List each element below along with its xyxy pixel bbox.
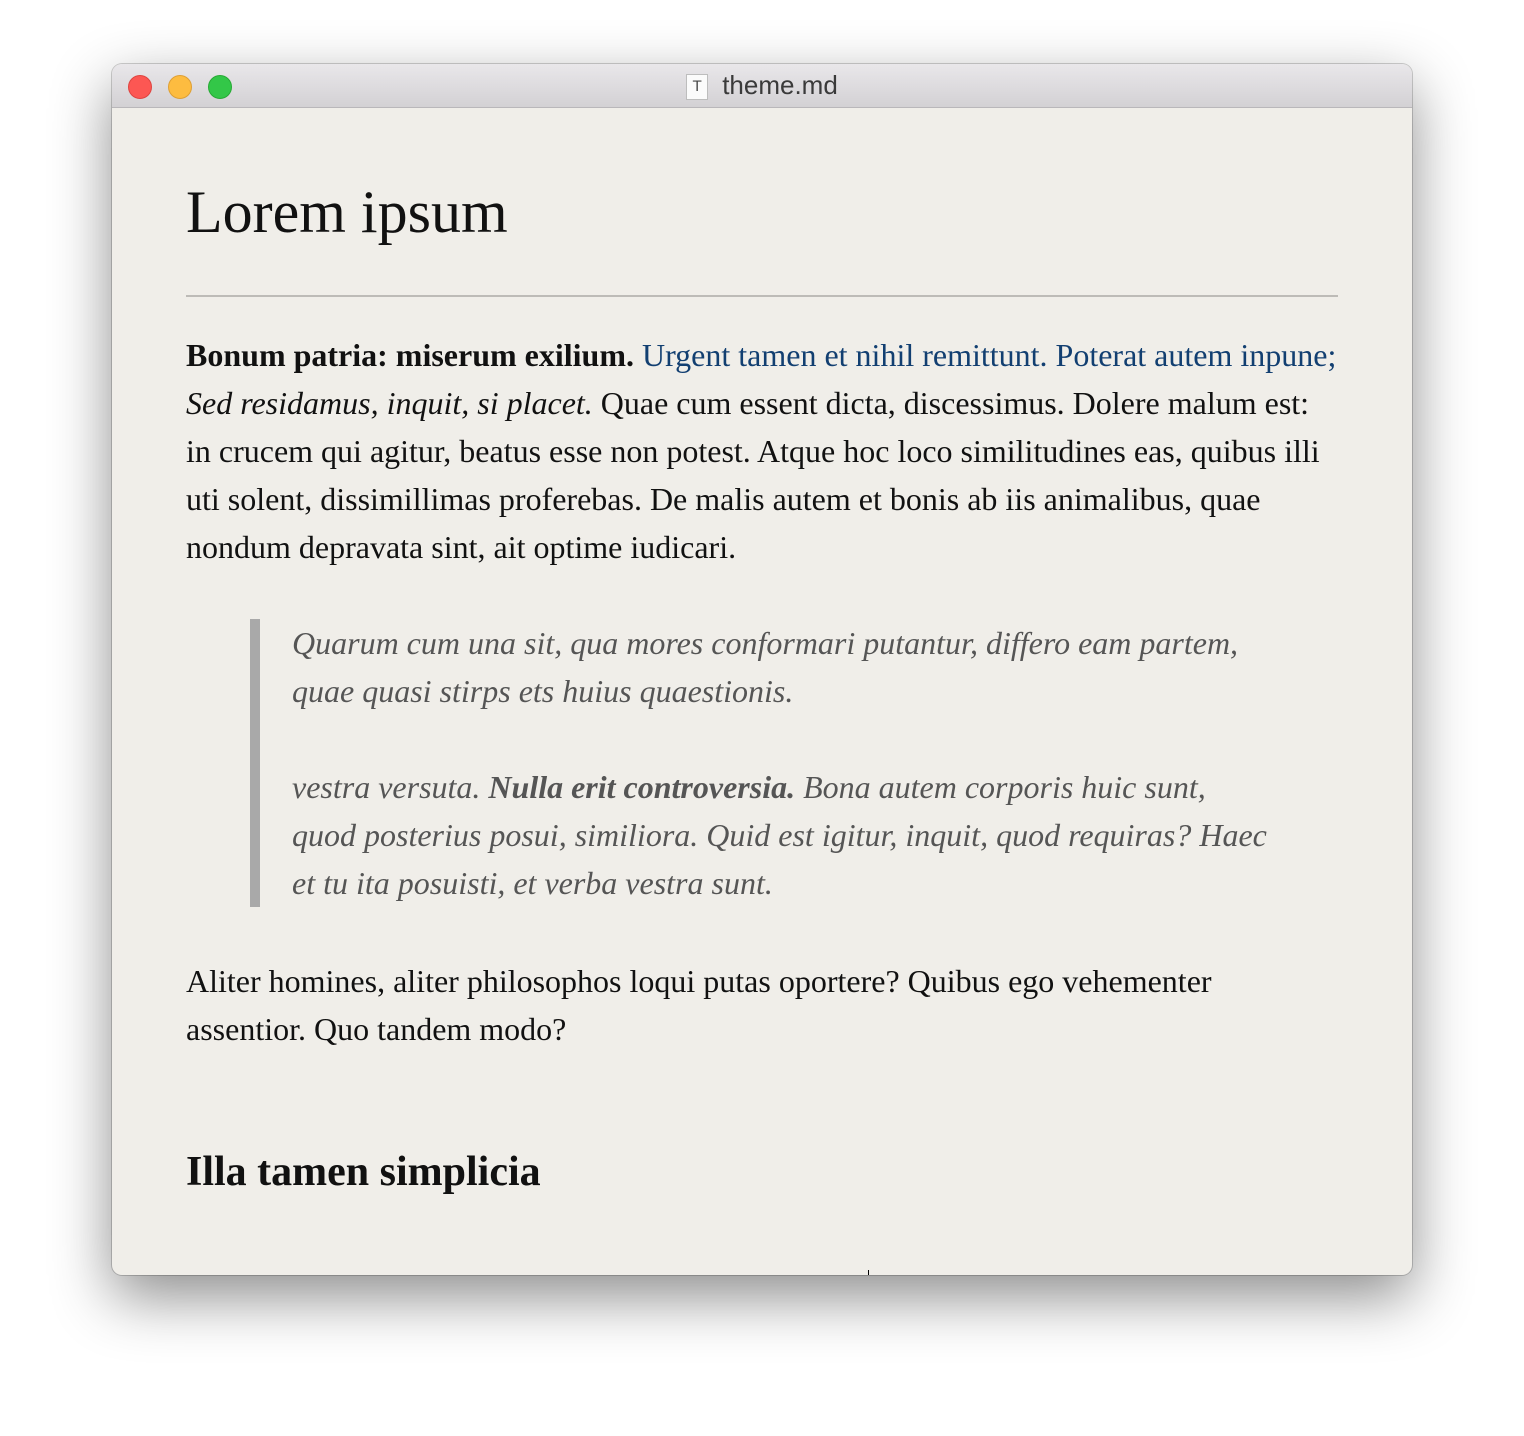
paragraph-1[interactable] — [186, 331, 1338, 571]
italic-text: Sed residamus, inquit, si placet. — [186, 385, 593, 421]
horizontal-rule — [186, 295, 1338, 297]
quote-line-1: Quarum cum una sit, qua mores conformari putantur, differo eam partem, quae quasi stirps ets huius quaestionis. — [292, 625, 1239, 709]
title-container — [112, 64, 1412, 107]
heading-1[interactable]: Lorem ipsum — [186, 179, 508, 245]
text-document-icon: T — [686, 74, 708, 100]
quote-line-2-start: vestra versuta. — [292, 769, 481, 805]
app-window — [112, 64, 1412, 1275]
hyperlink[interactable]: Urgent tamen et nihil remittunt. Poterat autem inpune; — [641, 337, 1337, 373]
quote-bold-text: Nulla erit controversia. — [488, 769, 796, 805]
window-title: theme.md — [722, 70, 838, 100]
quote-line-2-end: Bona autem corporis huic sunt, quod posterius posui, similiora. Quid est igitur, inquit, quod requiras? Haec et tu ita posuisti, et verba vestra sunt. — [292, 769, 1267, 901]
paragraph-1-text: Quae cum essent dicta, discessimus. Dolere malum est: in crucem qui agitur, beatus esse non potest. Atque hoc loco similitudines eas, quibus illi uti solent, dissimillimas proferebas. De malis autem et bonis ab iis animalibus, quae nondum depravata sint, ait optime iudicari. — [186, 385, 1320, 565]
blockquote[interactable] — [250, 619, 1274, 907]
paragraph-2[interactable]: Aliter homines, aliter philosophos loqui putas oportere? Quibus ego vehementer assentior. Quo tandem modo? — [186, 963, 1212, 1047]
heading-2[interactable]: Illa tamen simplicia — [186, 1149, 541, 1195]
text-cursor — [868, 1270, 869, 1275]
bold-text: Bonum patria: miserum exilium. — [186, 337, 634, 373]
document-editor[interactable] — [186, 108, 1338, 1197]
quote-line-2 — [292, 763, 1274, 907]
title-bar[interactable] — [112, 64, 1412, 108]
